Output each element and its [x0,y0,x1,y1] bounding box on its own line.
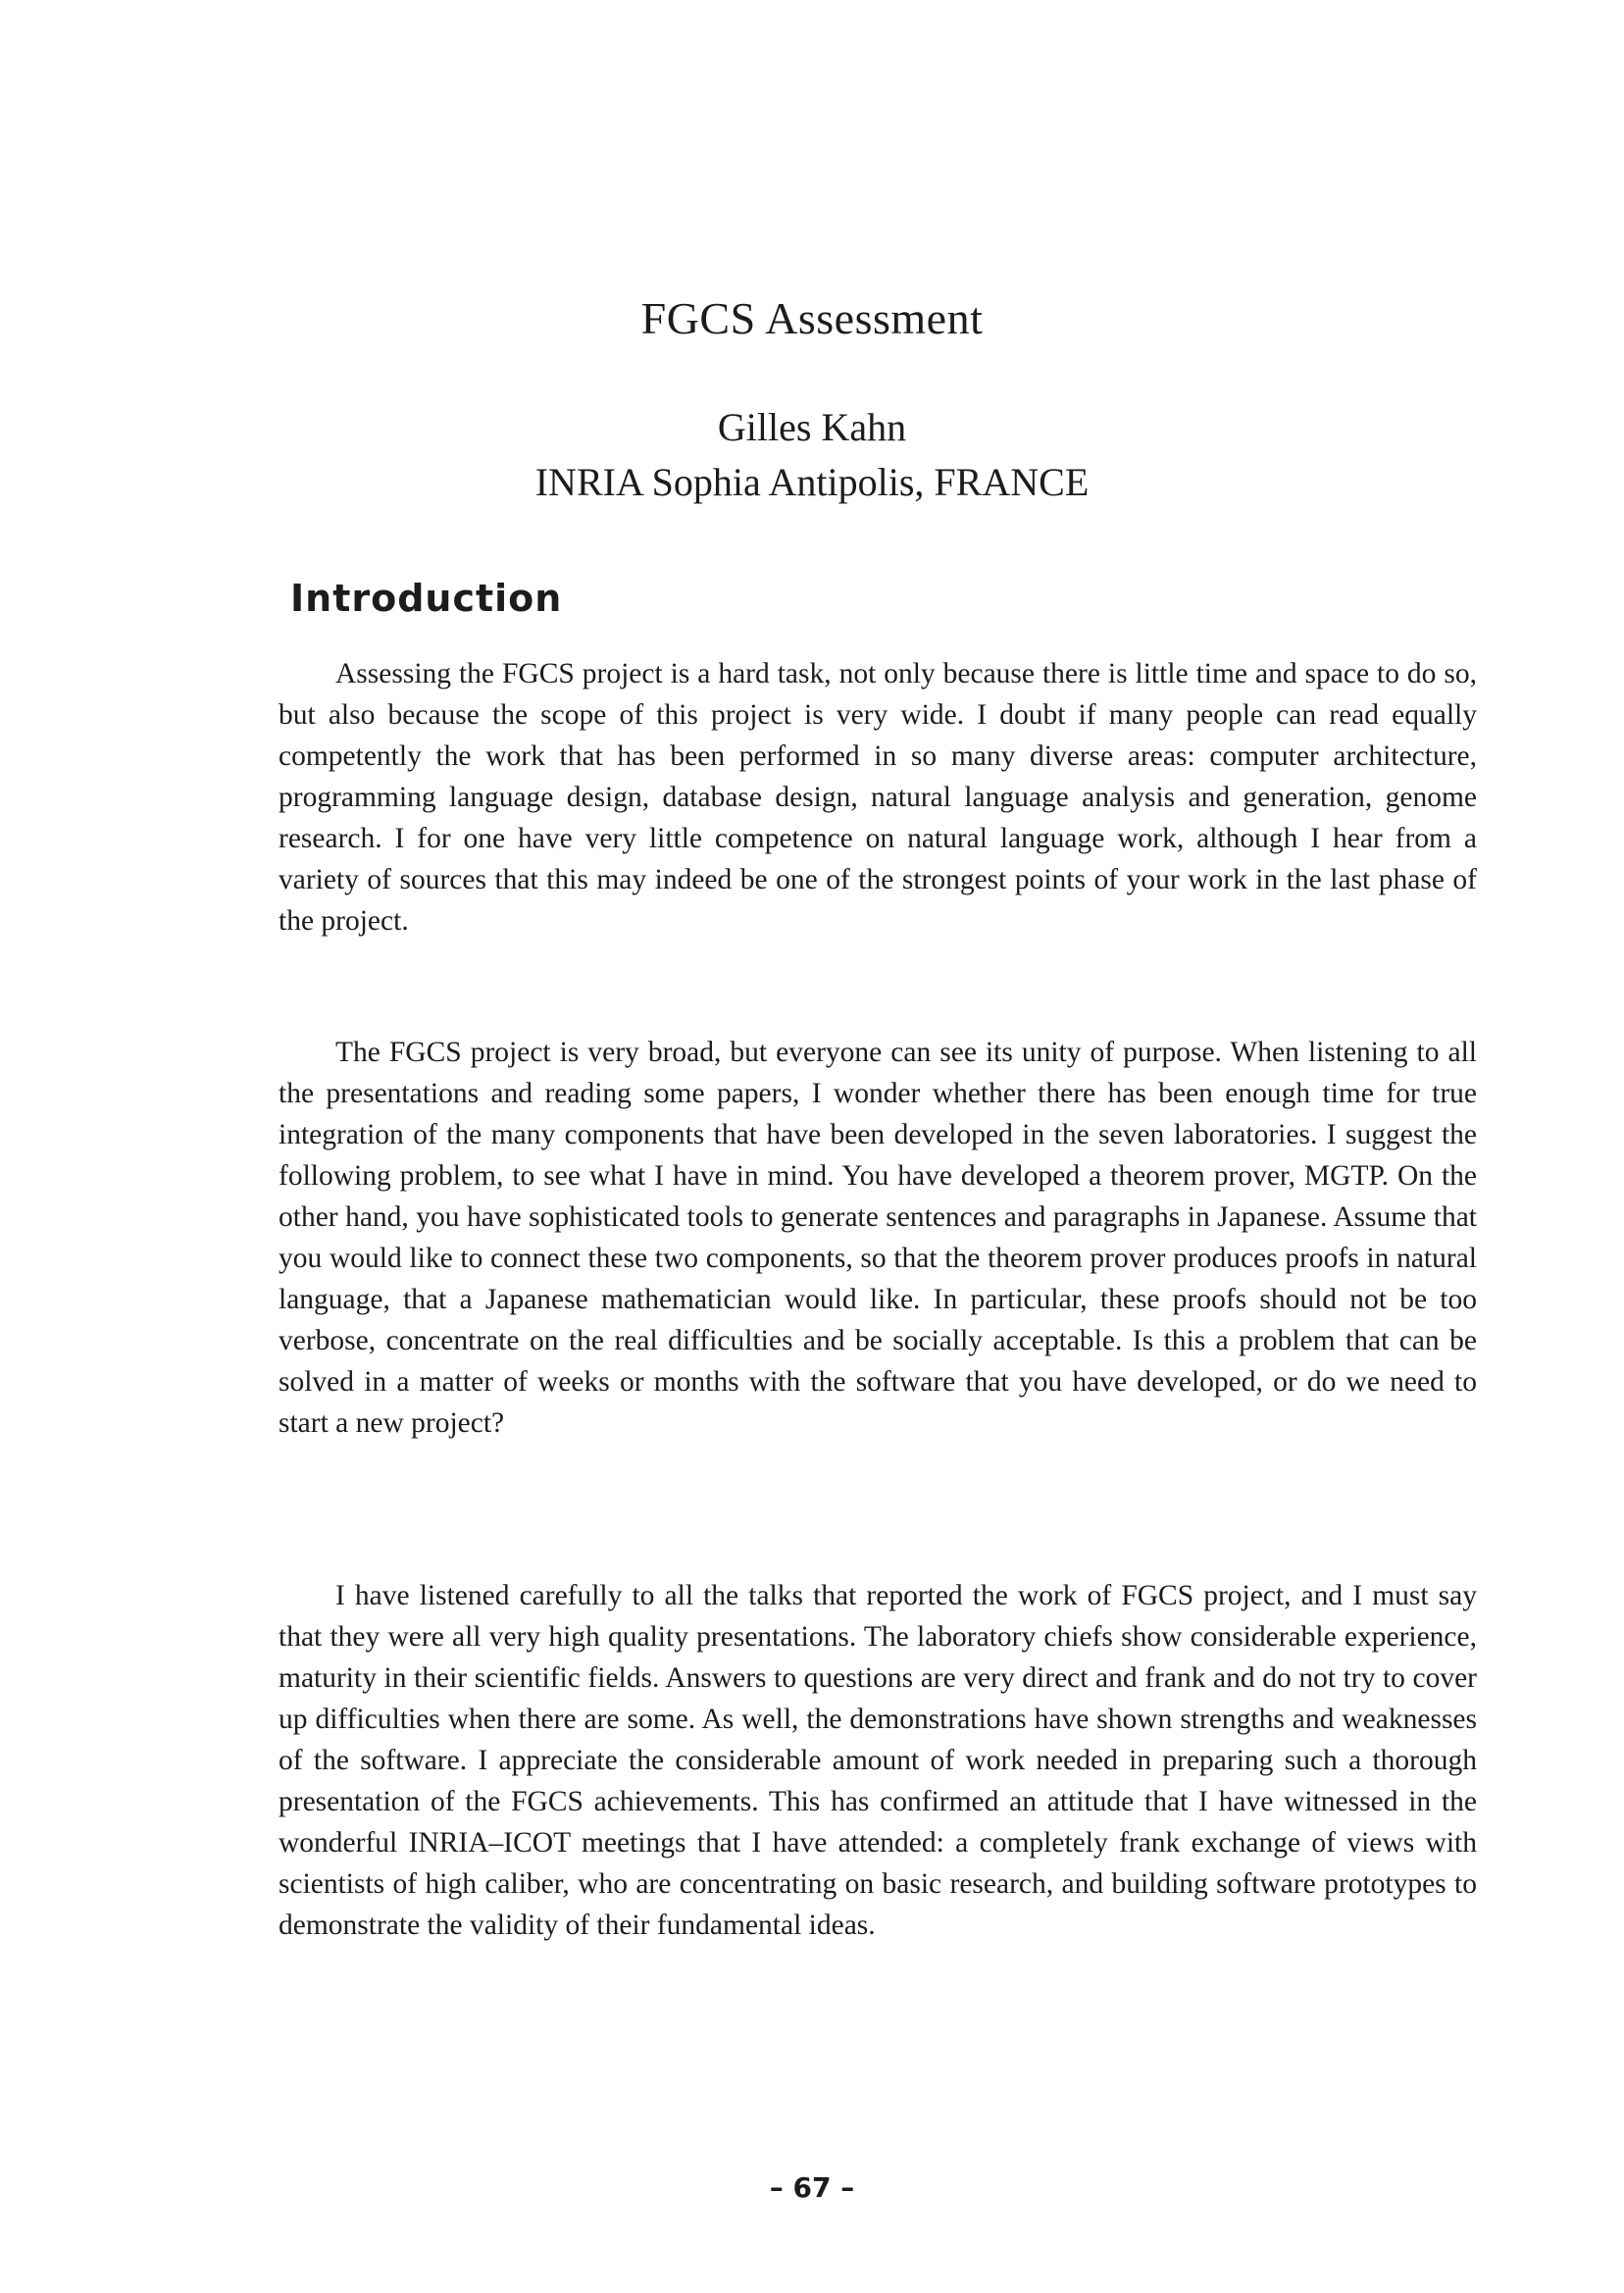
paragraph-2: The FGCS project is very broad, but everyone can see its unity of purpose. When listening to all the presentations and reading some papers, I wonder whether there has been enough time for true integration of the many components that have been developed in the seven laboratories. I suggest the following problem, to see what I have in mind. You have developed a theorem prover, MGTP. On the other hand, you have sophisticated tools to generate sentences and paragraphs in Japanese. Assume that you would like to connect these two components, so that the theorem prover produces proofs in natural language, that a Japanese mathematician would like. In particular, these proofs should not be too verbose, concentrate on the real difficulties and be socially acceptable. Is this a problem that can be solved in a matter of weeks or months with the software that you have developed, or do we need to start a new project? [279,1037,1477,1439]
section-heading: Introduction [290,577,563,620]
author-affiliation: INRIA Sophia Antipolis, FRANCE [534,460,1090,504]
paragraph-1: Assessing the FGCS project is a hard task, not only because there is little time and space to do so, but also because the scope of this project is very wide. I doubt if many people can read equally competently the work that has been performed in so many diverse areas: computer architecture, programming language design, database design, natural language analysis and generation, genome research. I for one have very little competence on natural language work, although I hear from a variety of sources that this may indeed be one of the strongest points of your work in the last phase of the project. [279,658,1477,937]
author-name: Gilles Kahn [717,405,907,449]
page-number: – 67 – [769,2171,855,2204]
paragraph-3: I have listened carefully to all the talks that reported the work of FGCS project, and I must say that they were all very high quality presentations. The laboratory chiefs show considerable experience, maturity in their scientific fields. Answers to questions are very direct and frank and do not try to cover up difficulties when there are some. As well, the demonstrations have shown strengths and weaknesses of the software. I appreciate the considerable amount of work needed in preparing such a thorough presentation of the FGCS achievements. This has confirmed an attitude that I have witnessed in the wonderful INRIA–ICOT meetings that I have attended: a completely frank exchange of views with scientists of high caliber, who are concentrating on basic research, and building software prototypes to demonstrate the validity of their fundamental ideas. [279,1580,1477,1941]
paper-title: FGCS Assessment [640,293,984,343]
